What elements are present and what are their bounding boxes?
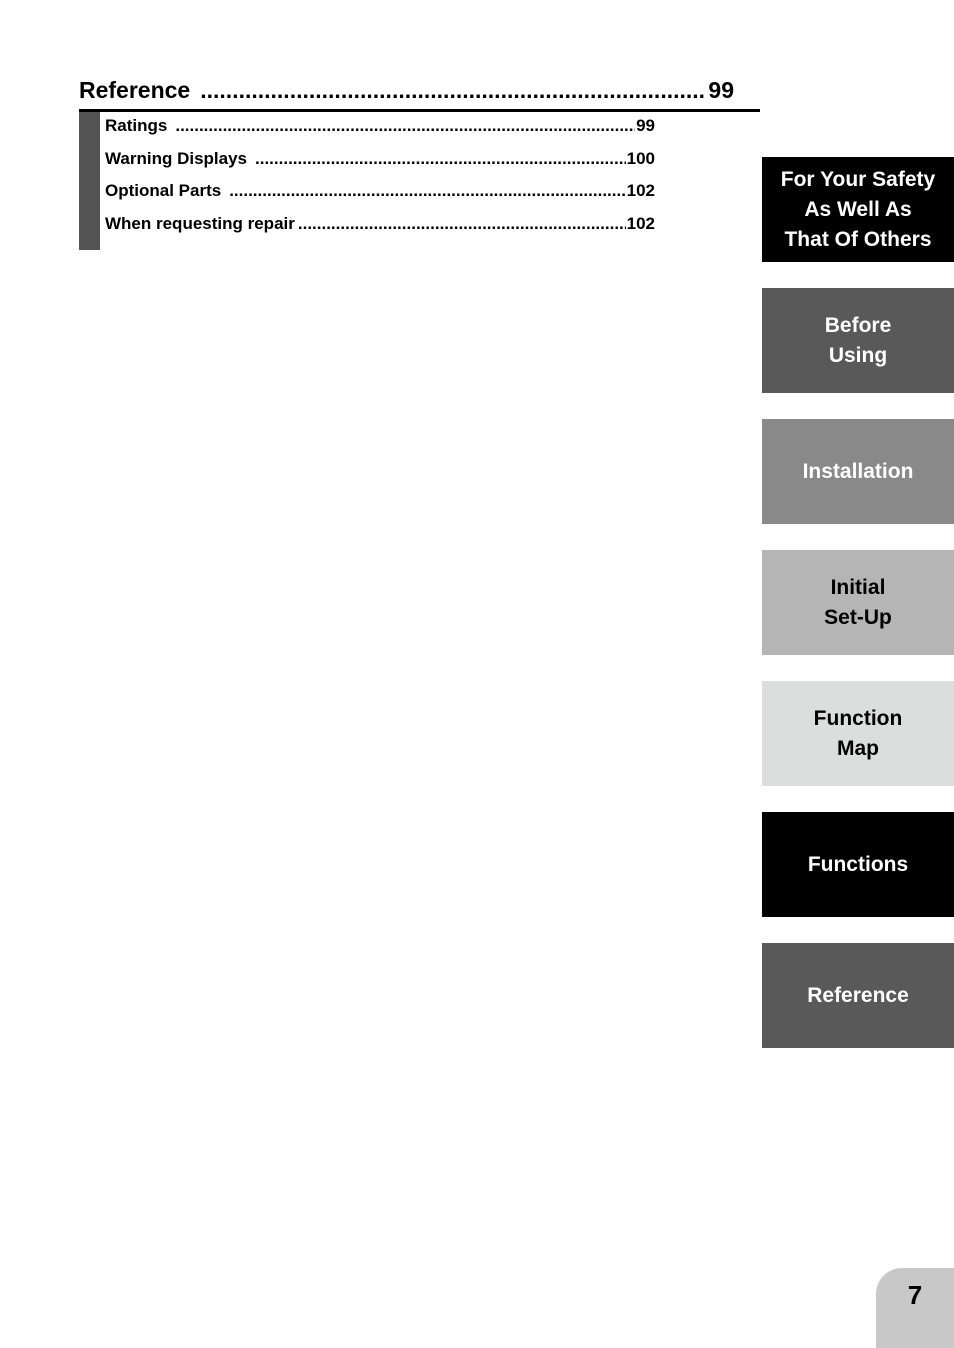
toc-entry-page: 102 <box>626 181 655 201</box>
toc-heading-title: Reference <box>79 77 191 103</box>
tab-before-using[interactable]: Before Using <box>762 288 954 393</box>
leader-dots <box>200 77 706 104</box>
tab-functions[interactable]: Functions <box>762 812 954 917</box>
toc-entry[interactable] <box>105 116 655 149</box>
toc-section-heading[interactable] <box>79 74 760 112</box>
tab-function-map[interactable]: Function Map <box>762 681 954 786</box>
toc-entry[interactable] <box>105 149 655 182</box>
leader-dots <box>255 149 626 169</box>
toc-entries <box>79 112 760 252</box>
page-number: 7 <box>876 1268 954 1348</box>
toc-entry[interactable] <box>105 181 655 214</box>
toc-entry-title: Ratings <box>105 116 168 135</box>
toc-heading-page: 99 <box>708 77 734 103</box>
toc-entry-page: 100 <box>626 148 655 168</box>
leader-dots <box>229 181 625 201</box>
toc-entry-title: Warning Displays <box>105 148 248 168</box>
leader-dots <box>175 116 635 136</box>
tab-initial-setup[interactable]: Initial Set-Up <box>762 550 954 655</box>
section-bar <box>79 112 100 250</box>
tab-reference[interactable]: Reference <box>762 943 954 1048</box>
toc-entry[interactable] <box>105 214 655 247</box>
tab-installation[interactable]: Installation <box>762 419 954 524</box>
toc-entry-title: When requesting repair <box>105 213 295 233</box>
tab-safety[interactable]: For Your Safety As Well As That Of Others <box>762 157 954 262</box>
toc-entry-page: 102 <box>626 213 655 233</box>
leader-dots <box>298 214 626 234</box>
table-of-contents <box>79 74 760 252</box>
toc-entry-page: 99 <box>636 116 655 135</box>
toc-entry-title: Optional Parts <box>105 181 222 201</box>
